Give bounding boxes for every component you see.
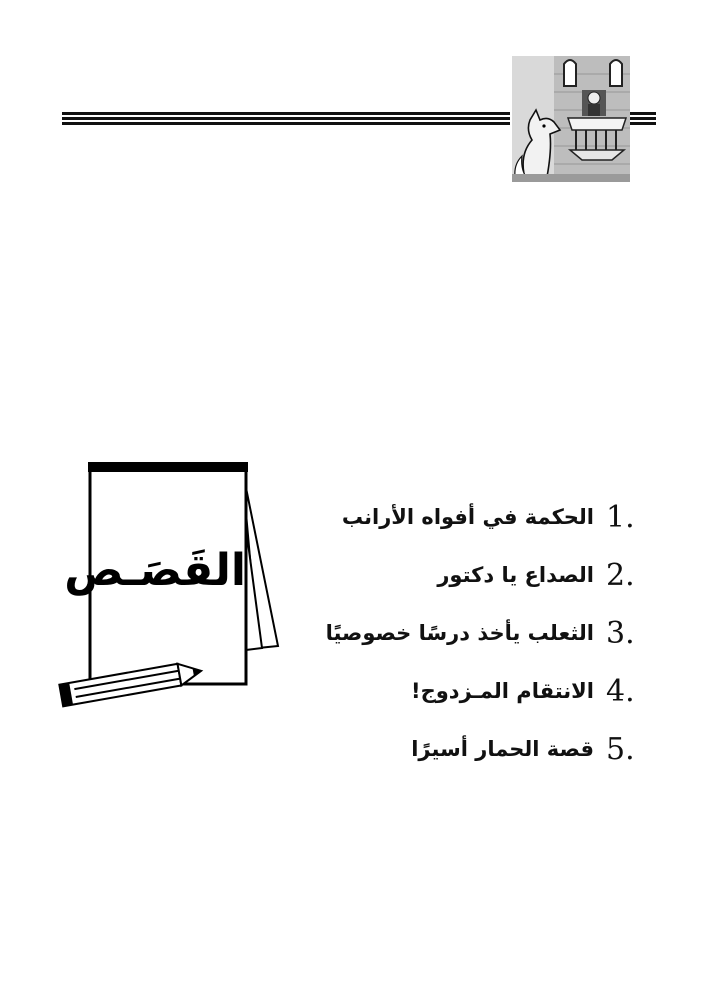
header-rule-left bbox=[62, 112, 510, 126]
list-item bbox=[266, 662, 646, 720]
story-number: 3. bbox=[606, 615, 635, 651]
story-title: الانتقام المـزدوج! bbox=[411, 679, 594, 703]
notebook-title: القَصَـص bbox=[64, 545, 246, 596]
list-item bbox=[266, 488, 646, 546]
story-title: الحكمة في أفواه الأرانب bbox=[341, 505, 594, 529]
story-number: 1. bbox=[606, 499, 635, 535]
stories-list bbox=[266, 488, 646, 778]
list-item bbox=[266, 604, 646, 662]
header-rule-right bbox=[628, 112, 656, 126]
story-number: 5. bbox=[606, 731, 635, 767]
list-item bbox=[266, 546, 646, 604]
story-number: 2. bbox=[606, 557, 635, 593]
story-title: قصة الحمار أسيرًا bbox=[411, 737, 594, 761]
story-title: الثعلب يأخذ درسًا خصوصيًا bbox=[325, 621, 594, 645]
story-title: الصداع يا دكتور bbox=[437, 563, 594, 587]
list-item bbox=[266, 720, 646, 778]
fox-balcony-illustration bbox=[512, 56, 630, 182]
story-number: 4. bbox=[606, 673, 635, 709]
